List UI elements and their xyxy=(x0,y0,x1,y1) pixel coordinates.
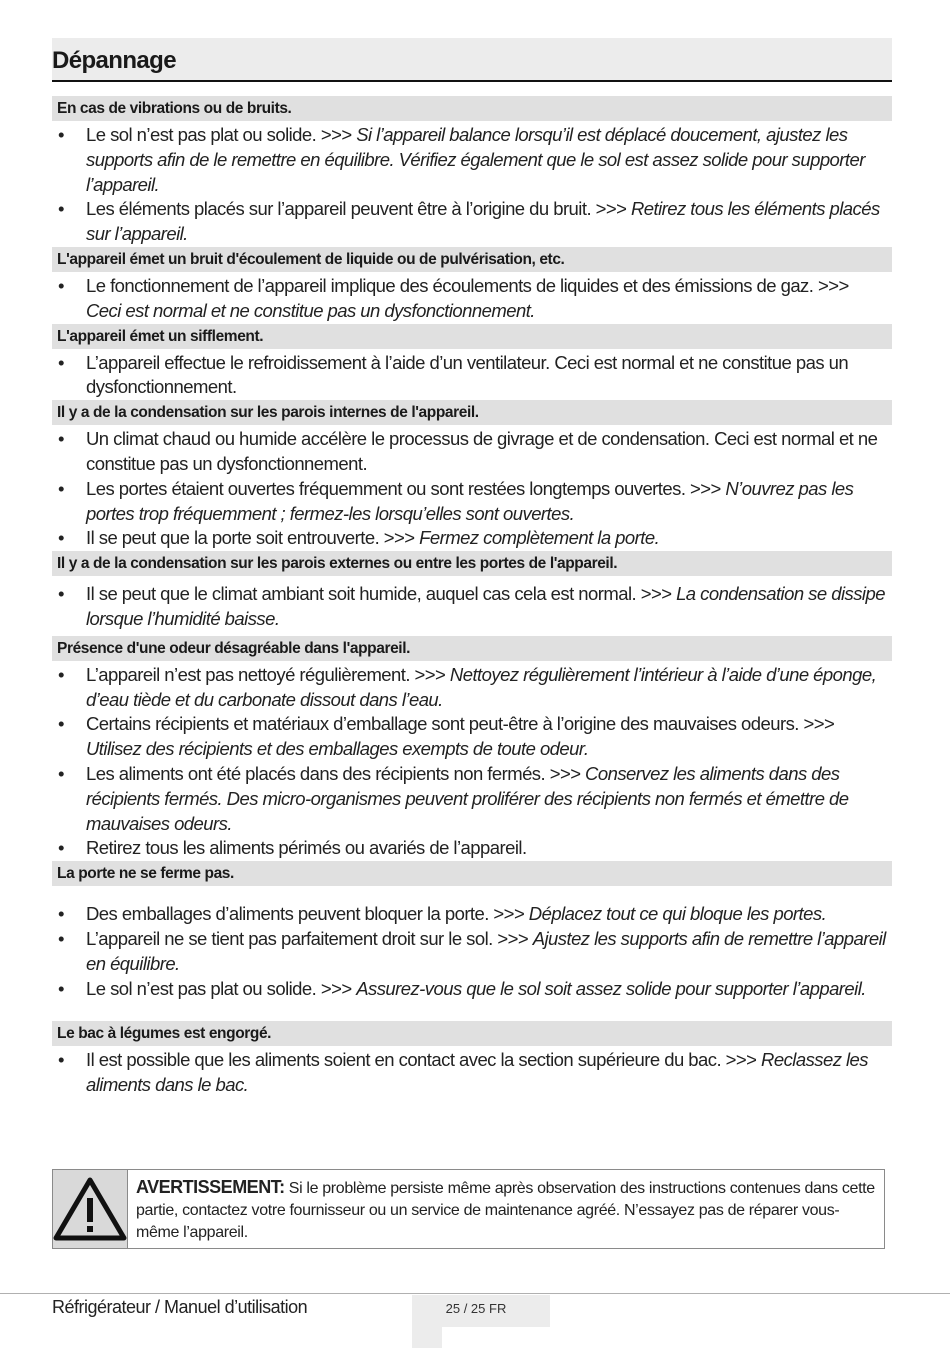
list-item xyxy=(52,663,892,713)
section-header: La porte ne se ferme pas. xyxy=(52,861,892,886)
cause-text: L’appareil effectue le refroidissement à l’aide d’un ventilateur. Ceci est normal et ne constitue pas un dysfonctionnement. xyxy=(86,351,849,398)
cause-text: Certains récipients et matériaux d’emballage sont peut-être à l’origine des mauvaises odeurs. >>> xyxy=(86,713,835,735)
warning-triangle-icon xyxy=(53,1176,127,1242)
section xyxy=(52,636,892,861)
warning-message xyxy=(128,1170,884,1248)
bullet-icon: • xyxy=(58,198,64,220)
bullet-icon: • xyxy=(58,351,64,373)
warning-icon-cell xyxy=(53,1170,128,1248)
cause-text: Il est possible que les aliments soient en contact avec la section supérieure du bac. >>> xyxy=(86,1049,762,1071)
cause-text: Il se peut que le climat ambiant soit humide, auquel cas cela est normal. >>> xyxy=(86,583,677,605)
solution-text: Déplacez tout ce qui bloque les portes. xyxy=(528,903,827,925)
section xyxy=(52,96,892,247)
solution-text: Utilisez des récipients et des emballages exempts de toute odeur. xyxy=(86,738,589,760)
list-item xyxy=(52,836,892,861)
page-title: Dépannage xyxy=(52,38,892,82)
bullet-icon: • xyxy=(58,927,64,949)
solution-text: Assurez-vous que le sol soit assez solide pour supporter l’appareil. xyxy=(356,977,866,999)
list-item xyxy=(52,582,892,632)
section-header: Il y a de la condensation sur les parois internes de l'appareil. xyxy=(52,400,892,425)
section xyxy=(52,1021,892,1098)
solution-text: Reclassez les aliments dans le bac. xyxy=(86,1049,868,1096)
list-item xyxy=(52,927,892,977)
bullet-icon: • xyxy=(58,663,64,685)
solution-text: Ceci est normal et ne constitue pas un dysfonctionnement. xyxy=(86,299,535,321)
cause-text: L’appareil n’est pas nettoyé régulièrement. >>> xyxy=(86,663,450,685)
footer-rule xyxy=(0,1293,950,1294)
solution-text: Ajustez les supports afin de remettre l’appareil en équilibre. xyxy=(86,927,886,974)
footer-tab xyxy=(412,1327,442,1348)
section xyxy=(52,324,892,401)
bullet-icon: • xyxy=(58,713,64,735)
bullet-icon: • xyxy=(58,583,64,605)
section-header: Le bac à légumes est engorgé. xyxy=(52,1021,892,1046)
section xyxy=(52,247,892,324)
list-item xyxy=(52,274,892,324)
cause-text: Un climat chaud ou humide accélère le processus de givrage et de condensation. Ceci est normal et ne constitue pas un dysfonctionnement. xyxy=(86,428,878,474)
cause-text: Le sol n’est pas plat ou solide. >>> xyxy=(86,124,357,145)
section-header: Il y a de la condensation sur les parois externes ou entre les portes de l'appareil. xyxy=(52,551,892,576)
cause-text: Les éléments placés sur l’appareil peuvent être à l’origine du bruit. >>> xyxy=(86,198,631,220)
section-header: L'appareil émet un bruit d'écoulement de liquide ou de pulvérisation, etc. xyxy=(52,247,892,272)
list-item xyxy=(52,526,892,551)
section xyxy=(52,861,892,1001)
troubleshooting-content xyxy=(52,96,892,1098)
bullet-icon: • xyxy=(58,1049,64,1071)
section-header: L'appareil émet un sifflement. xyxy=(52,324,892,349)
solution-text: La condensation se dissipe lorsque l’humidité baisse. xyxy=(86,583,885,629)
warning-box xyxy=(52,1169,885,1249)
bullet-icon: • xyxy=(58,124,64,145)
list-item xyxy=(52,1048,892,1098)
solution-text: Si l’appareil balance lorsqu’il est déplacé doucement, ajustez les supports afin de le remettre en équilibre. Vérifiez également que le sol est assez solide pour supporter l’appareil. xyxy=(86,124,865,195)
list-item xyxy=(52,977,892,1002)
cause-text: Les aliments ont été placés dans des récipients non fermés. >>> xyxy=(86,762,586,784)
warning-label: AVERTISSEMENT: xyxy=(136,1177,285,1197)
solution-text: Nettoyez régulièrement l’intérieur à l’aide d’une éponge, d’eau tiède et du carbonate dissout dans l’eau. xyxy=(86,663,877,710)
list-item xyxy=(52,427,892,477)
list-item xyxy=(52,197,892,247)
cause-text: Des emballages d’aliments peuvent bloquer la porte. >>> xyxy=(86,903,529,925)
list-item xyxy=(52,351,892,401)
solution-text: N’ouvrez pas les portes trop fréquemment ; fermez-les lorsqu’elles sont ouvertes. xyxy=(86,477,854,524)
warning-text: Si le problème persiste même après observation des instructions contenues dans cette partie, contactez votre fournisseur ou un service de maintenance agréé. N’essayez pas de réparer vous-même l’appareil. xyxy=(136,1180,875,1241)
section-header: Présence d'une odeur désagréable dans l'appareil. xyxy=(52,636,892,661)
bullet-icon: • xyxy=(58,527,64,549)
bullet-icon: • xyxy=(58,837,64,859)
bullet-icon: • xyxy=(58,274,64,296)
footer-document-title: Réfrigérateur / Manuel d’utilisation xyxy=(52,1297,308,1317)
list-item xyxy=(52,123,892,197)
bullet-icon: • xyxy=(58,977,64,999)
list-item xyxy=(52,762,892,836)
bullet-icon: • xyxy=(58,762,64,784)
list-item xyxy=(52,477,892,527)
section xyxy=(52,551,892,632)
cause-text: L’appareil ne se tient pas parfaitement droit sur le sol. >>> xyxy=(86,927,533,949)
cause-text: Les portes étaient ouvertes fréquemment ou sont restées longtemps ouvertes. >>> xyxy=(86,477,726,499)
section xyxy=(52,400,892,551)
footer-page-number: 25 / 25 FR xyxy=(412,1295,550,1327)
solution-text: Retirez tous les éléments placés sur l’appareil. xyxy=(86,198,880,245)
cause-text: Il se peut que la porte soit entrouverte. >>> xyxy=(86,527,420,549)
cause-text: Retirez tous les aliments périmés ou avariés de l’appareil. xyxy=(86,837,527,859)
cause-text: Le sol n’est pas plat ou solide. >>> xyxy=(86,977,357,999)
bullet-icon: • xyxy=(58,903,64,925)
list-item xyxy=(52,902,892,927)
section-header: En cas de vibrations ou de bruits. xyxy=(52,96,892,121)
list-item xyxy=(52,712,892,762)
solution-text: Fermez complètement la porte. xyxy=(419,527,660,549)
bullet-icon: • xyxy=(58,477,64,499)
solution-text: Conservez les aliments dans des récipients fermés. Des micro-organismes peuvent proliférer des récipients non fermés et émettre de mauvaises odeurs. xyxy=(86,762,849,834)
bullet-icon: • xyxy=(58,428,64,450)
cause-text: Le fonctionnement de l’appareil implique des écoulements de liquides et des émissions de gaz. >>> xyxy=(86,274,849,296)
